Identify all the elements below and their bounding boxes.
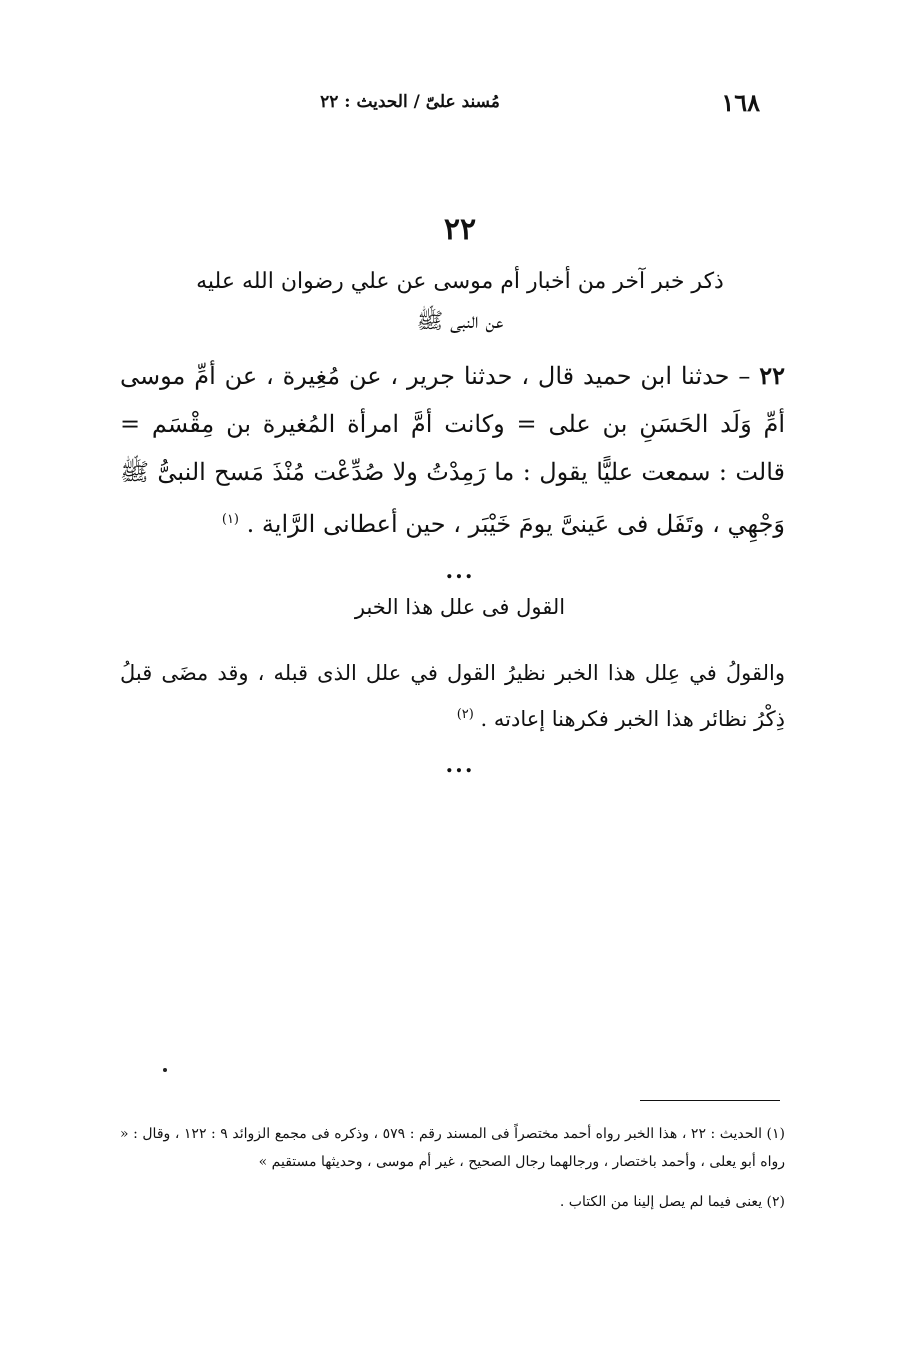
page-number: ١٦٨ [721,88,760,117]
hadith-body: – حدثنا ابن حميد قال ، حدثنا جرير ، عن مُغِيرة ، عن أمِّ موسى أمِّ وَلَد الحَسَنِ بن على = وكانت أمَّ امرأة المُغيرة بن مِقْسَم = قالت : سمعت عليًّا يقول : ما رَمِدْتُ ولا صُدِّعْت مُنْذَ مَسح النبىُّ ﷺ وَجْهِي ، وتَفَل فى عَينىَّ يومَ خَيْبَر ، حين أعطانى الرَّاية . [120,362,785,538]
hadith-number-heading: ٢٢ [443,212,477,247]
section-text [120,652,785,740]
end-separator: ... [445,752,475,778]
footnote-2: (٢) يعنى فيما لم يصل إلينا من الكتاب . [559,1194,785,1210]
section-body: والقولُ في عِلل هذا الخبر نظيرُ القول في علل الذى قبله ، وقد مضَى قبلُ ذِكْرُ نظائر هذا الخبر فكرهنا إعادته . [120,661,785,731]
hadith-text [120,352,785,548]
footnote-divider [640,1100,780,1101]
hadith-number: ٢٢ [759,361,785,390]
footnotes [120,1120,785,1228]
footnote-ref-2: (٢) [456,707,474,722]
chapter-title-line-1: ذكر خبر آخر من أخبار أم موسى عن علي رضوان الله عليه [196,269,724,294]
running-header: مُسند علىّ / الحديث : ٢٢ [320,92,500,112]
section-separator: ... [445,558,475,584]
footnote-ref-1: (١) [221,512,239,527]
chapter-title-line-2: عن النبى ﷺ [416,309,504,334]
chapter-title [170,262,750,342]
footnote-1: (١) الحديث : ٢٢ ، هذا الخبر رواه أحمد مختصراً فى المسند رقم : ٥٧٩ ، وذكره فى مجمع الزوائد ٩ : ١٢٢ ، وقال : « رواه أبو يعلى ، وأحمد باختصار ، ورجالهما رجال الصحيح ، غير أم موسى ، وحديثها مستقيم » [120,1126,785,1170]
stray-dot [163,1068,167,1072]
section-heading: القول فى علل هذا الخبر [354,595,566,619]
